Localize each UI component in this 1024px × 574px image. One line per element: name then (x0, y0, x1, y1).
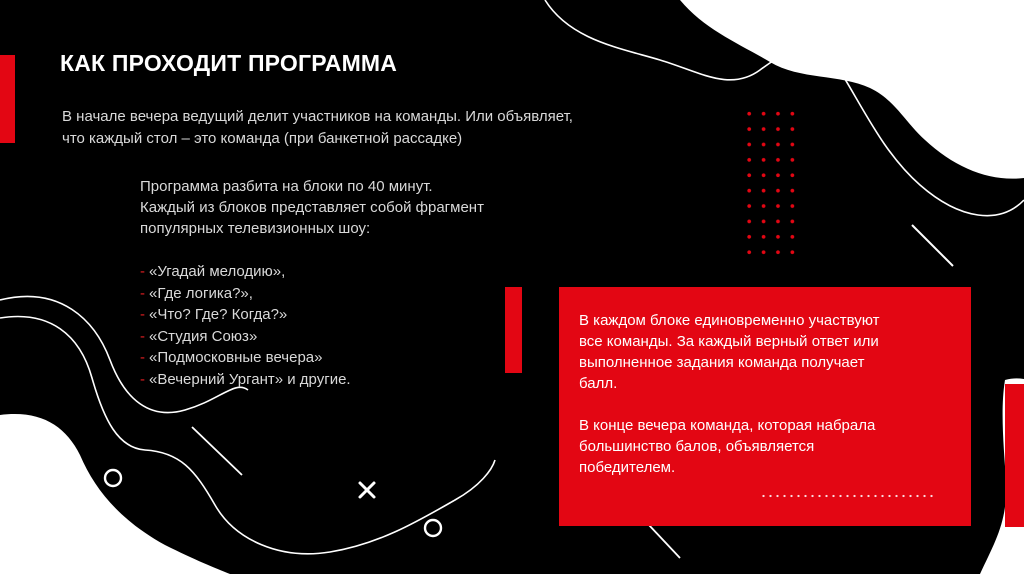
box-line: все команды. За каждый верный ответ или (579, 333, 879, 350)
box-line: балл. (579, 375, 618, 392)
intro-line: В начале вечера ведущий делит участников на команды. Или объявляет, (62, 108, 573, 125)
show-name: «Вечерний Ургант» и другие. (149, 370, 351, 388)
white-blob-top-right (680, 0, 1024, 179)
white-blob-bottom-left (0, 414, 230, 574)
diagonal-stroke-2 (192, 427, 242, 475)
box-line: В конце вечера команда, которая набрала (579, 417, 876, 434)
blocks-line: популярных телевизионных шоу: (140, 220, 371, 237)
list-item (140, 326, 351, 348)
blocks-line: Каждый из блоков представляет собой фрагмент (140, 199, 484, 216)
diagonal-stroke-1 (912, 225, 953, 266)
list-marker: - (140, 349, 145, 366)
list-item (140, 304, 351, 326)
red-bar-middle (505, 287, 522, 373)
list-marker: - (140, 263, 145, 280)
box-line: победителем. (579, 459, 676, 476)
list-marker: - (140, 284, 145, 302)
slide-title: КАК ПРОХОДИТ ПРОГРАММА (60, 50, 398, 76)
show-name: «Студия Союз» (149, 327, 258, 345)
intro-text (62, 106, 712, 150)
blocks-line: Программа разбита на блоки по 40 минут. (140, 178, 433, 195)
cross-icon (360, 483, 374, 497)
circle-outline-icon (105, 470, 121, 486)
intro-line: что каждый стол – это команда (при банкетной рассадке) (62, 130, 463, 147)
show-name: «Что? Где? Когда?» (149, 306, 288, 323)
box-line: выполненное задания команда получает (579, 354, 865, 371)
box-line: В каждом блоке единовременно участвуют (579, 312, 880, 329)
list-marker: - (140, 327, 145, 345)
show-name: «Где логика?», (149, 284, 253, 302)
blocks-description (140, 176, 560, 239)
list-item (140, 369, 351, 391)
red-bar-right (1005, 384, 1024, 527)
list-marker: - (140, 370, 145, 388)
list-item (140, 283, 351, 305)
circle-outline-icon (425, 520, 441, 536)
dot-grid (742, 106, 802, 256)
list-marker: - (140, 306, 145, 323)
box-line: большинство балов, объявляется (579, 438, 815, 455)
show-name: «Подмосковные вечера» (149, 349, 323, 366)
scoring-info-box (559, 287, 971, 526)
dotted-line-decor (760, 494, 935, 498)
show-list (140, 261, 351, 390)
red-bar-left (0, 55, 15, 143)
list-item (140, 261, 351, 283)
show-name: «Угадай мелодию», (149, 263, 286, 280)
list-item (140, 347, 351, 369)
